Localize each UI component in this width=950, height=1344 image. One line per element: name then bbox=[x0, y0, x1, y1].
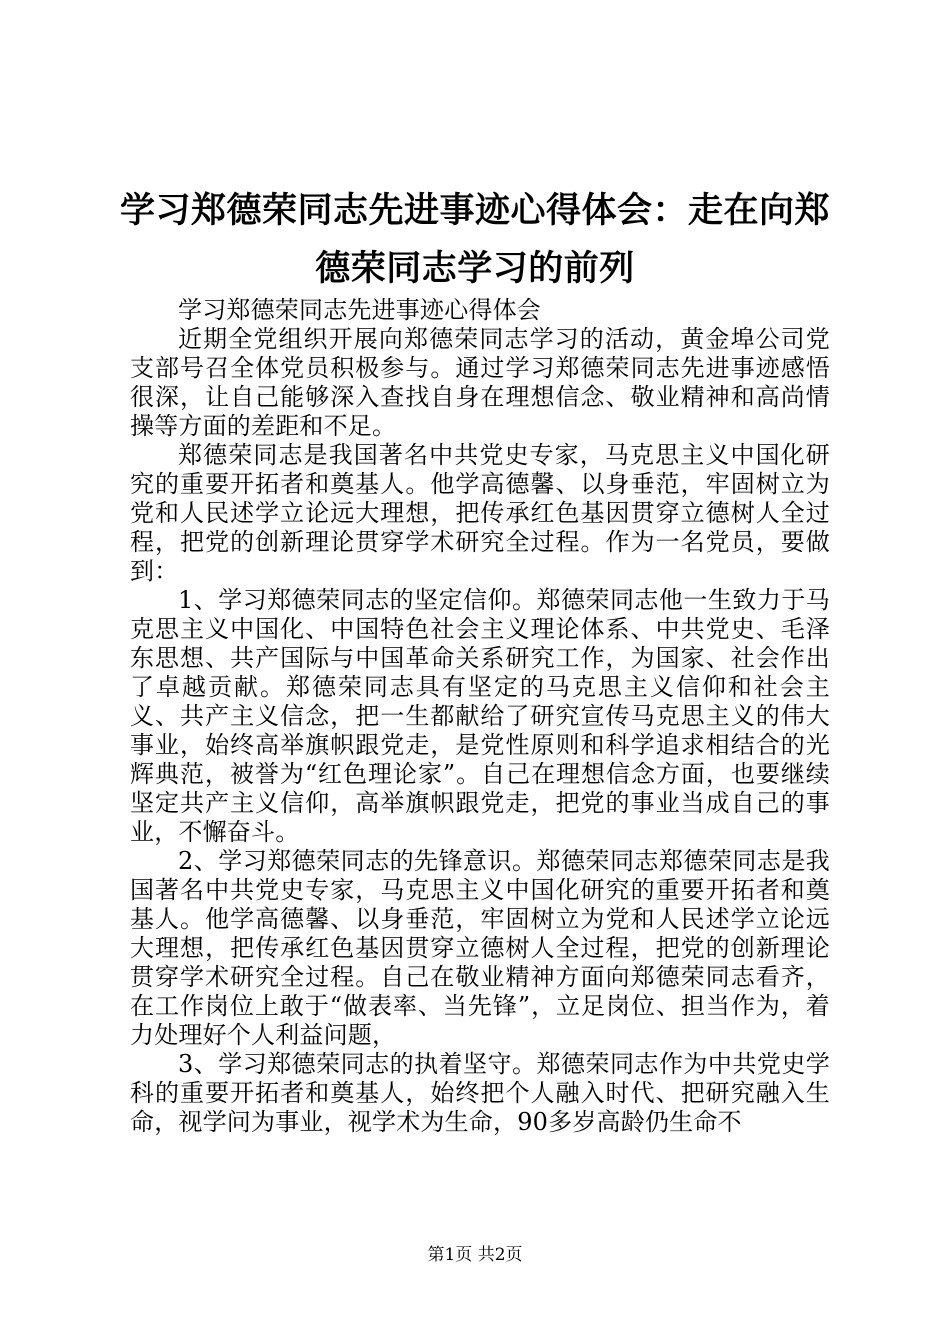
paragraph-intro: 近期全党组织开展向郑德荣同志学习的活动，黄金埠公司党支部号召全体党员积极参与。通过学习郑德荣同志先进事迹感悟很深，让自己能够深入查找自身在理想信念、敬业精神和高尚情操等方面的差距和不足。 bbox=[130, 325, 830, 440]
page-number-footer: 第1页 共2页 bbox=[427, 1245, 523, 1265]
document-title: 学习郑德荣同志先进事迹心得体会：走在向郑德荣同志学习的前列 bbox=[120, 191, 831, 289]
paragraph-point-3: 3、学习郑德荣同志的执着坚守。郑德荣同志作为中共党史学科的重要开拓者和奠基人，始终把个人融入时代、把研究融入生命，视学问为事业，视学术为生命，90多岁高龄仍生命不 bbox=[130, 1050, 830, 1136]
paragraph-subtitle: 学习郑德荣同志先进事迹心得体会 bbox=[178, 296, 541, 324]
paragraph-point-2: 2、学习郑德荣同志的先锋意识。郑德荣同志郑德荣同志是我国著名中共党史专家，马克思主义中国化研究的重要开拓者和奠基人。他学高德馨、以身垂范，牢固树立为党和人民述学立论远大理想，把传承红色基因贯穿立德树人全过程，把党的创新理论贯穿学术研究全过程。自己在敬业精神方面向郑德荣同志看齐，在工作岗位上敢于“做表率、当先锋”，立足岗位、担当作为，着力处理好个人利益问题， bbox=[130, 847, 830, 1049]
paragraph-point-1: 1、学习郑德荣同志的坚定信仰。郑德荣同志他一生致力于马克思主义中国化、中国特色社会主义理论体系、中共党史、毛泽东思想、共产国际与中国革命关系研究工作，为国家、社会作出了卓越贡献。郑德荣同志具有坚定的马克思主义信仰和社会主义、共产主义信念，把一生都献给了研究宣传马克思主义的伟大事业，始终高举旗帜跟党走，是党性原则和科学追求相结合的光辉典范，被誉为“红色理论家”。自己在理想信念方面，也要继续坚定共产主义信仰，高举旗帜跟党走，把党的事业当成自己的事业，不懈奋斗。 bbox=[130, 586, 830, 846]
document-body bbox=[130, 296, 830, 1137]
paragraph-background: 郑德荣同志是我国著名中共党史专家，马克思主义中国化研究的重要开拓者和奠基人。他学高德馨、以身垂范，牢固树立为党和人民述学立论远大理想，把传承红色基因贯穿立德树人全过程，把党的创新理论贯穿学术研究全过程。作为一名党员，要做到： bbox=[130, 441, 830, 585]
